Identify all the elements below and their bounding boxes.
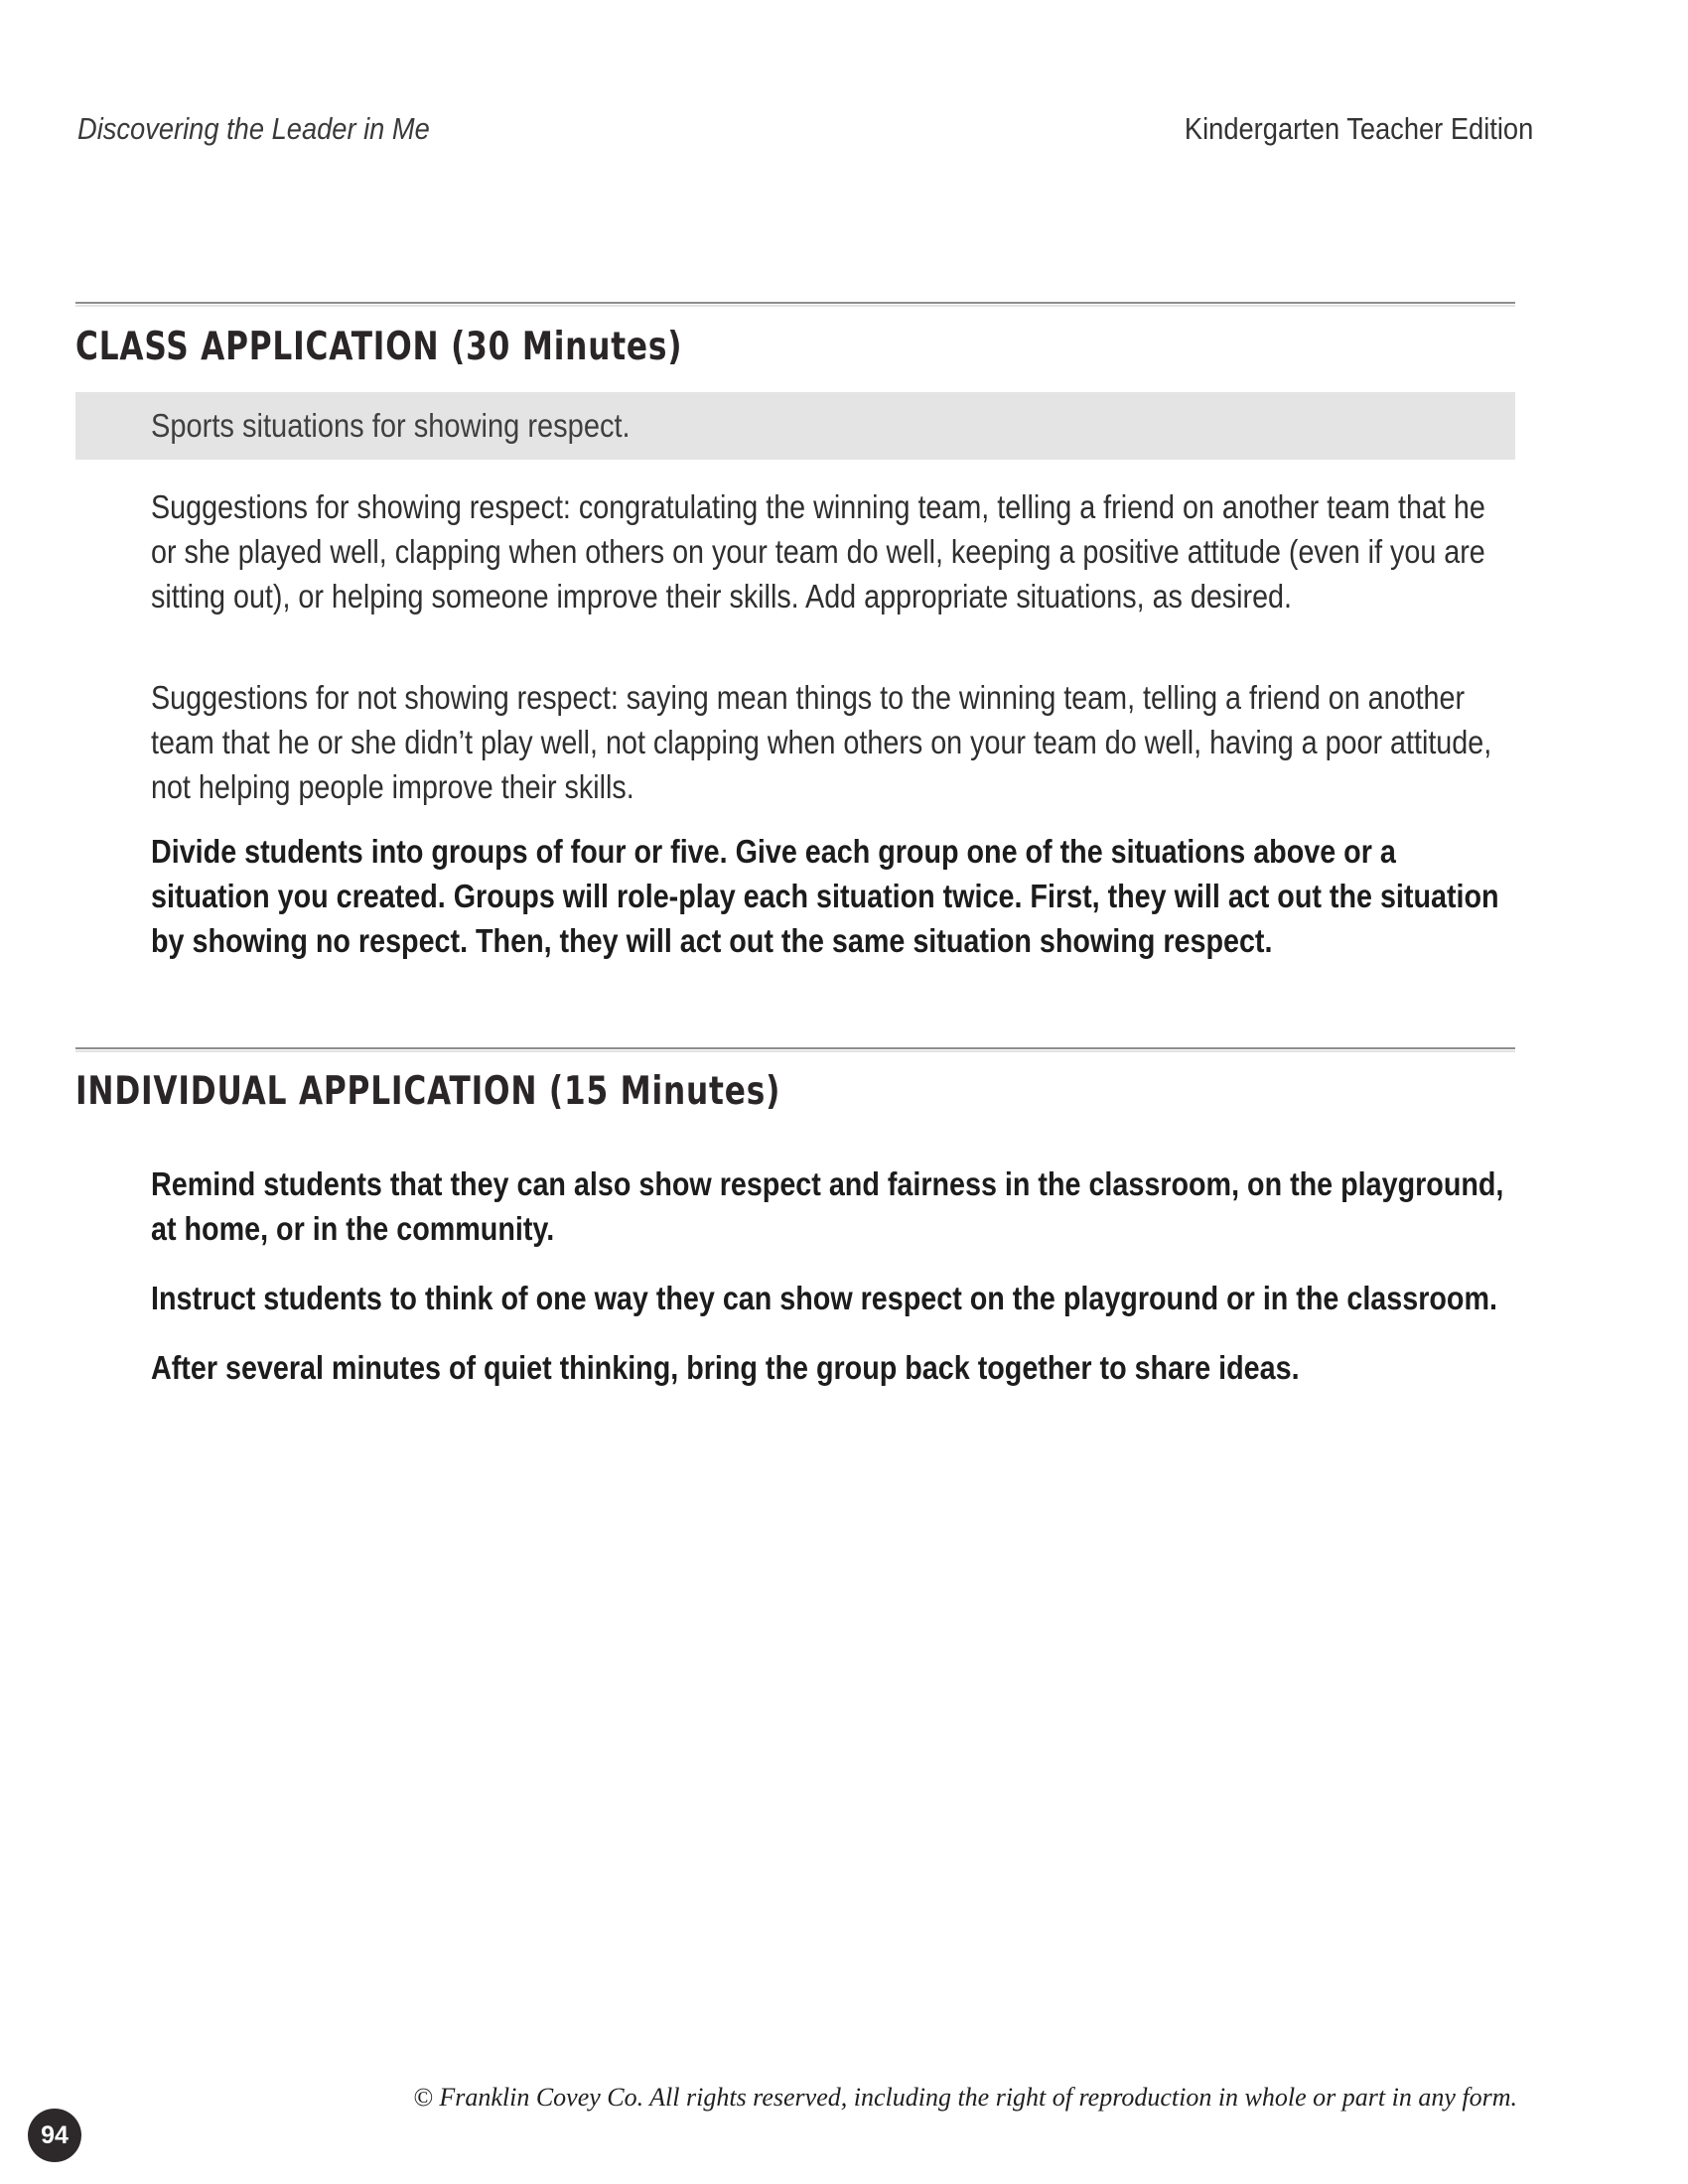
section-divider-class-application (75, 302, 1515, 304)
paragraph-after-thinking: After several minutes of quiet thinking, bring the group back together to share ideas. (151, 1349, 1300, 1386)
paragraph-showing-respect: Suggestions for showing respect: congratulating the winning team, telling a friend on another team that he or she played well, clapping when others on your team do well, keeping a positive attitude (even if you are sitting out), or helping someone improve their skills. Add appropriate situations, as desired. (151, 488, 1485, 614)
highlight-bar (75, 392, 1515, 460)
paragraph-divide-students: Divide students into groups of four or five. Give each group one of the situations above or a situation you created. Groups will role-play each situation twice. First, they will act out the situation by showing no respect. Then, they will act out the same situation showing respect. (151, 833, 1499, 959)
paragraph-remind-students: Remind students that they can also show respect and fairness in the classroom, on the playground, at home, or in the community. (151, 1165, 1504, 1247)
paragraph-instruct-students: Instruct students to think of one way they can show respect on the playground or in the classroom. (151, 1280, 1497, 1316)
paragraph-not-showing-respect: Suggestions for not showing respect: saying mean things to the winning team, telling a friend on another team that he or she didn’t play well, not clapping when others on your team do well, having a poor attitude, not helping people improve their skills. (151, 679, 1492, 805)
section-divider-individual-application (75, 1047, 1515, 1049)
individual-application-heading: INDIVIDUAL APPLICATION (15 Minutes) (75, 1069, 781, 1114)
header-edition: Kindergarten Teacher Edition (1184, 111, 1533, 146)
header-book-title: Discovering the Leader in Me (77, 111, 430, 146)
page-number-badge (28, 2109, 81, 2162)
highlight-text: Sports situations for showing respect. (151, 407, 631, 444)
class-application-heading: CLASS APPLICATION (30 Minutes) (75, 325, 683, 369)
page-number: 94 (41, 2120, 69, 2149)
footer-copyright: © Franklin Covey Co. All rights reserved, including the right of reproduction in whole or part in any form. (413, 2083, 1517, 2112)
